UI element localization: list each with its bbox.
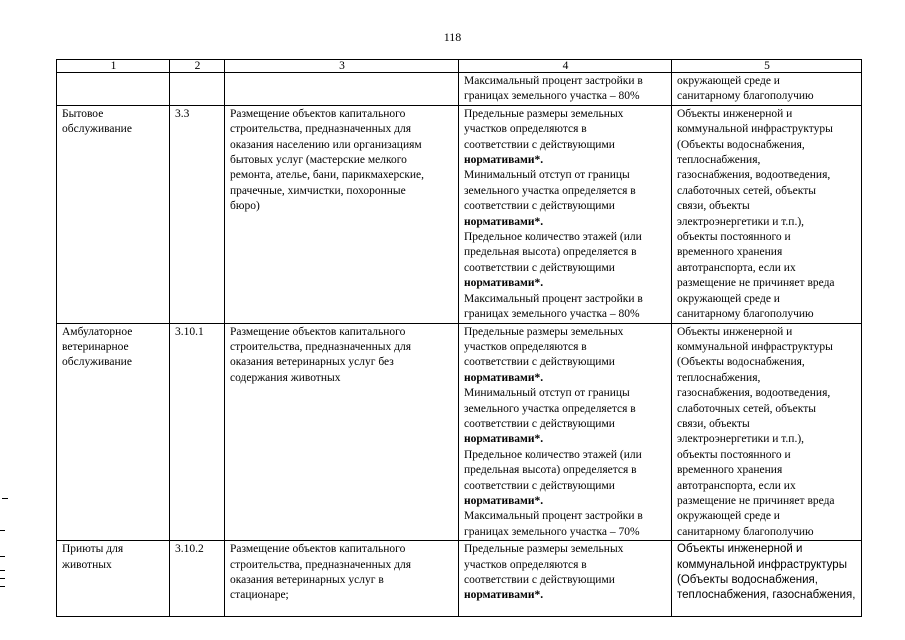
cell-related-objects xyxy=(672,323,862,541)
cell-text-line: Предельное количество этажей (или xyxy=(464,231,642,244)
cell-text-line: теплоснабжения, xyxy=(677,154,761,167)
cell-text-line: участков определяются в xyxy=(464,123,587,136)
cell-text-line: бюро) xyxy=(230,200,260,213)
cell-text-line: (Объекты водоснабжения, xyxy=(677,356,805,369)
cell-text-line: Предельные размеры земельных xyxy=(464,107,624,120)
cell-code xyxy=(170,323,225,541)
table-row xyxy=(57,323,862,541)
regulations-table xyxy=(56,59,862,617)
cell-text-line: соответствии с действующими xyxy=(464,138,615,151)
cell-text-line: Объекты инженерной и xyxy=(677,543,803,556)
cell-text-line: объекты постоянного и xyxy=(677,231,791,244)
cell-text-line: нормативами*. xyxy=(464,277,544,290)
cell-text-line: окружающей среде и xyxy=(677,75,780,87)
cell-text-line: временного хранения xyxy=(677,464,783,477)
cell-text-line: окружающей среде и xyxy=(677,292,780,305)
cell-text-line: соответствии с действующими xyxy=(464,261,615,274)
cell-text-line: коммунальной инфраструктуры xyxy=(677,558,847,571)
cell-text-line: Размещение объектов капитального xyxy=(230,325,406,338)
cell-text-line: обслуживание xyxy=(62,123,132,136)
page-number: 118 xyxy=(443,30,462,44)
cell-text-line: Максимальный процент застройки в xyxy=(464,292,643,305)
cell-text-line: нормативами*. xyxy=(464,371,544,384)
cell-text-line: обслуживание xyxy=(62,356,132,369)
cell-text-line: земельного участка определяется в xyxy=(464,184,636,197)
cell-text-line: коммунальной инфраструктуры xyxy=(677,123,833,136)
table-row xyxy=(57,73,862,106)
cell-text-line: содержания животных xyxy=(230,371,341,384)
cell-text-line: соответствии с действующими xyxy=(464,200,615,213)
cell-code xyxy=(170,541,225,617)
cell-description xyxy=(225,73,459,106)
margin-mark xyxy=(2,498,8,499)
cell-parameters xyxy=(459,73,672,106)
cell-text-line: животных xyxy=(62,558,112,571)
cell-text-line: размещение не причиняет вреда xyxy=(677,277,835,290)
cell-related-objects xyxy=(672,73,862,106)
margin-mark xyxy=(0,578,5,579)
cell-text-line: теплоснабжения, газоснабжения, xyxy=(677,589,856,602)
cell-text-line: нормативами*. xyxy=(464,154,544,167)
cell-text-line: Объекты инженерной и xyxy=(677,325,793,338)
cell-text-line: Объекты инженерной и xyxy=(677,107,793,120)
cell-parameters xyxy=(459,105,672,323)
cell-text-line: связи, объекты xyxy=(677,200,750,213)
cell-text-line: Амбулаторное xyxy=(62,325,133,338)
table-row xyxy=(57,541,862,617)
cell-text-line: ветеринарное xyxy=(62,340,129,353)
cell-text-line: предельная высота) определяется в xyxy=(464,246,637,259)
cell-text-line: Приюты для xyxy=(62,543,124,556)
cell-parameters xyxy=(459,541,672,617)
cell-text-line: газоснабжения, водоотведения, xyxy=(677,169,831,182)
cell-text-line: оказания ветеринарных услуг без xyxy=(230,356,394,369)
cell-text-line: оказания населению или организациям xyxy=(230,138,422,151)
cell-text-line: окружающей среде и xyxy=(677,510,780,523)
cell-text-line: бытовых услуг (мастерские мелкого xyxy=(230,154,407,167)
margin-mark xyxy=(0,586,5,587)
cell-text-line: строительства, предназначенных для xyxy=(230,558,412,571)
cell-description xyxy=(225,323,459,541)
cell-text-line: границах земельного участка – 70% xyxy=(464,525,640,538)
cell-text-line: участков определяются в xyxy=(464,340,587,353)
cell-text-line: объекты постоянного и xyxy=(677,448,791,461)
cell-text-line: электроэнергетики и т.п.), xyxy=(677,215,805,228)
header-cell-2: 2 xyxy=(170,60,225,73)
cell-text-line: санитарному благополучию xyxy=(677,308,814,321)
cell-text-line: Максимальный процент застройки в xyxy=(464,75,643,87)
cell-text-line: нормативами*. xyxy=(464,215,544,228)
cell-text-line: 3.10.1 xyxy=(175,325,204,338)
cell-description xyxy=(225,541,459,617)
cell-code xyxy=(170,105,225,323)
cell-text-line: Минимальный отступ от границы xyxy=(464,387,630,400)
cell-text-line: нормативами*. xyxy=(464,589,544,602)
cell-text-line: стационаре; xyxy=(230,589,289,602)
cell-text-line: соответствии с действующими xyxy=(464,417,615,430)
cell-text-line: соответствии с действующими xyxy=(464,574,615,586)
cell-name xyxy=(57,73,170,106)
cell-text-line: оказания ветеринарных услуг в xyxy=(230,574,384,586)
cell-text-line: связи, объекты xyxy=(677,417,750,430)
cell-text-line: земельного участка определяется в xyxy=(464,402,636,415)
margin-mark xyxy=(0,556,5,557)
cell-text-line: временного хранения xyxy=(677,246,783,259)
header-cell-4: 4 xyxy=(459,60,672,73)
table-row xyxy=(57,105,862,323)
cell-name xyxy=(57,323,170,541)
margin-mark xyxy=(0,530,5,531)
cell-text-line: границах земельного участка – 80% xyxy=(464,308,640,321)
cell-text-line: (Объекты водоснабжения, xyxy=(677,574,818,586)
header-cell-5: 5 xyxy=(672,60,862,73)
cell-text-line: санитарному благополучию xyxy=(677,90,814,103)
cell-text-line: теплоснабжения, xyxy=(677,371,761,384)
cell-text-line: санитарному благополучию xyxy=(677,525,814,538)
margin-mark xyxy=(0,570,5,571)
cell-text-line: Предельные размеры земельных xyxy=(464,543,624,556)
cell-text-line: автотранспорта, если их xyxy=(677,261,796,274)
cell-related-objects xyxy=(672,105,862,323)
cell-code xyxy=(170,73,225,106)
cell-text-line: Предельное количество этажей (или xyxy=(464,448,642,461)
header-cell-3: 3 xyxy=(225,60,459,73)
cell-parameters xyxy=(459,323,672,541)
header-row xyxy=(57,60,862,73)
cell-text-line: коммунальной инфраструктуры xyxy=(677,340,833,353)
cell-text-line: Бытовое xyxy=(62,107,104,120)
cell-text-line: строительства, предназначенных для xyxy=(230,123,412,136)
cell-related-objects xyxy=(672,541,862,617)
cell-text-line: 3.10.2 xyxy=(175,543,204,556)
cell-text-line: Минимальный отступ от границы xyxy=(464,169,630,182)
cell-text-line: предельная высота) определяется в xyxy=(464,464,637,477)
cell-text-line: границах земельного участка – 80% xyxy=(464,90,640,103)
cell-text-line: 3.3 xyxy=(175,107,190,120)
cell-text-line: Предельные размеры земельных xyxy=(464,325,624,338)
cell-text-line: ремонта, ателье, бани, парикмахерские, xyxy=(230,169,425,182)
header-cell-1: 1 xyxy=(57,60,170,73)
cell-description xyxy=(225,105,459,323)
cell-text-line: газоснабжения, водоотведения, xyxy=(677,387,831,400)
cell-text-line: Максимальный процент застройки в xyxy=(464,510,643,523)
cell-text-line: автотранспорта, если их xyxy=(677,479,796,492)
cell-text-line: соответствии с действующими xyxy=(464,356,615,369)
cell-text-line: электроэнергетики и т.п.), xyxy=(677,433,805,446)
cell-name xyxy=(57,105,170,323)
cell-text-line: слаботочных сетей, объекты xyxy=(677,402,816,415)
cell-text-line: нормативами*. xyxy=(464,433,544,446)
cell-text-line: нормативами*. xyxy=(464,494,544,507)
cell-text-line: размещение не причиняет вреда xyxy=(677,494,835,507)
cell-text-line: слаботочных сетей, объекты xyxy=(677,184,816,197)
cell-text-line: строительства, предназначенных для xyxy=(230,340,412,353)
cell-text-line: прачечные, химчистки, похоронные xyxy=(230,184,406,197)
cell-text-line: Размещение объектов капитального xyxy=(230,543,406,556)
cell-text-line: участков определяются в xyxy=(464,558,587,571)
cell-text-line: Размещение объектов капитального xyxy=(230,107,406,120)
cell-text-line: соответствии с действующими xyxy=(464,479,615,492)
cell-text-line: (Объекты водоснабжения, xyxy=(677,138,805,151)
cell-name xyxy=(57,541,170,617)
